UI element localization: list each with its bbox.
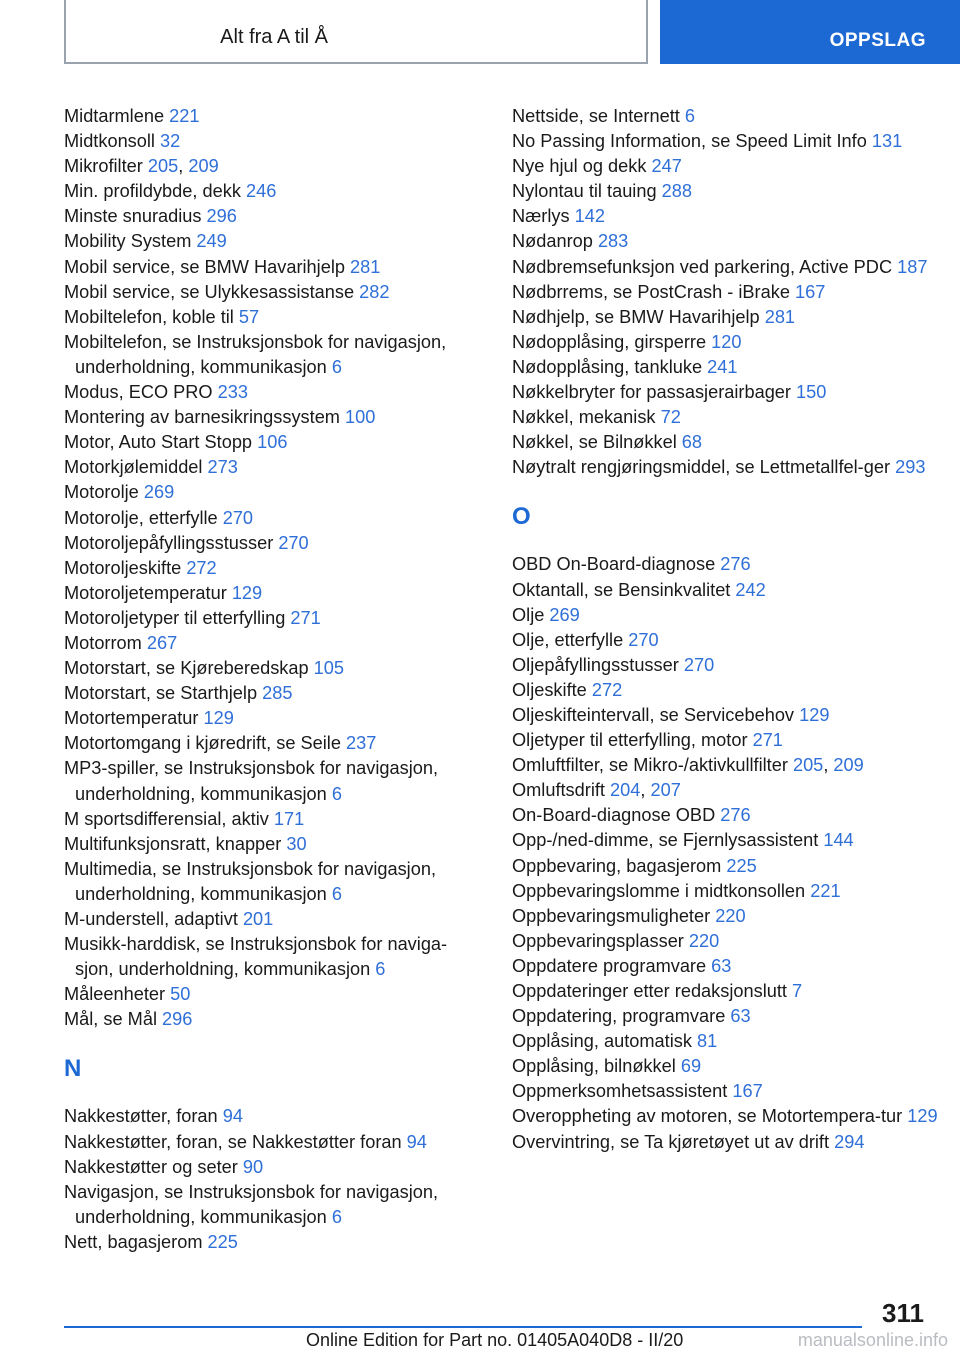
index-entry — [512, 280, 942, 305]
index-entry — [512, 330, 942, 355]
index-entry — [64, 1180, 484, 1230]
index-entry — [512, 455, 942, 480]
index-entry-text: Mobiltelefon, se Instruksjonsbok for navigasjon, underholdning, kommunikasjon — [64, 331, 447, 377]
index-entry-text: Oljetyper til etterfylling, motor — [512, 730, 753, 751]
page-link[interactable]: 204 — [610, 780, 641, 801]
page-link[interactable]: 225 — [726, 855, 757, 876]
page-link[interactable]: 272 — [186, 557, 217, 578]
index-entry — [64, 731, 484, 756]
page-link[interactable]: 94 — [406, 1131, 427, 1152]
index-entry-text: Motoroljetemperatur — [64, 582, 232, 603]
page-link[interactable]: 81 — [697, 1031, 718, 1052]
page-link[interactable]: 6 — [375, 959, 386, 980]
index-entry-text: Oppdateringer etter redaksjonslutt — [512, 981, 793, 1001]
page-link[interactable]: 201 — [242, 909, 274, 929]
page-link[interactable]: 237 — [346, 733, 377, 754]
page-link[interactable]: 273 — [207, 457, 238, 478]
index-entry-text: Minste snuradius — [64, 206, 207, 227]
header-frame — [64, 0, 648, 64]
page-link[interactable]: 271 — [290, 607, 321, 628]
page-link[interactable]: 30 — [286, 833, 307, 854]
index-entry — [64, 832, 484, 857]
index-entry — [512, 1054, 942, 1079]
index-entry-text: Oppbevaringslomme i midtkonsollen — [512, 880, 811, 901]
index-entry: Mikrofilter 205, 209 — [64, 156, 219, 177]
page-link[interactable]: 276 — [720, 805, 751, 826]
page-link[interactable]: 167 — [732, 1081, 763, 1102]
page-link[interactable]: 209 — [833, 755, 864, 776]
index-entry-text: Omluftfilter, se Mikro-/aktivkullfilter — [512, 755, 793, 776]
index-entry-text: Motortemperatur — [64, 708, 204, 729]
index-entry-text: Motoroljeskifte — [64, 557, 187, 578]
page-link[interactable]: 241 — [707, 356, 738, 377]
index-entry — [64, 255, 484, 280]
index-entry — [512, 954, 942, 979]
index-entry — [512, 179, 942, 204]
index-entry-text: M-understell, adaptivt — [64, 909, 243, 929]
index-entry — [512, 979, 942, 1004]
index-entry — [512, 828, 942, 853]
index-entry-text: MP3-spiller, se Instruksjonsbok for navigasjon, underholdning, kommunikasjon — [64, 758, 439, 804]
page-link[interactable]: 90 — [242, 1156, 264, 1177]
page-link[interactable]: 220 — [688, 930, 720, 951]
page-link[interactable]: 271 — [752, 730, 783, 751]
index-entry — [512, 728, 942, 753]
page-link[interactable]: 269 — [143, 482, 175, 503]
index-entry — [512, 653, 942, 678]
page-link[interactable]: 63 — [730, 1006, 751, 1027]
page-link[interactable]: 233 — [217, 382, 248, 403]
page-link[interactable]: 32 — [160, 131, 181, 152]
index-entry — [512, 628, 942, 653]
page-link[interactable]: 6 — [331, 783, 342, 804]
index-entry — [64, 556, 484, 581]
index-entry — [64, 405, 484, 430]
index-entry-text: Nakkestøtter, foran, se Nakkestøtter foran — [64, 1131, 407, 1152]
index-entry — [64, 1007, 484, 1032]
index-entry-text: OBD On-Board-diagnose — [512, 554, 721, 575]
index-entry — [64, 330, 484, 380]
page-link[interactable]: 6 — [331, 356, 342, 377]
index-entry — [512, 305, 942, 330]
index-entry — [64, 531, 484, 556]
index-entry-text: Nøkkel, mekanisk — [512, 407, 661, 428]
index-entry — [64, 656, 484, 681]
page-link[interactable]: 270 — [628, 629, 659, 650]
index-entry — [64, 681, 484, 706]
index-entry — [512, 104, 942, 129]
index-entry — [64, 305, 484, 330]
index-entry-text: Olje, etterfylle — [512, 629, 629, 650]
index-entry-text: Oppbevaringsmuligheter — [512, 905, 716, 926]
page-link[interactable]: 187 — [897, 256, 928, 277]
index-entry — [64, 932, 484, 982]
index-entry — [64, 1230, 484, 1255]
index-entry-text: M sportsdifferensial, aktiv — [64, 808, 274, 829]
page-link[interactable]: 282 — [359, 281, 390, 302]
index-entry-text: Oppmerksomhetsassistent — [512, 1081, 733, 1102]
index-entry-text: Oktantall, se Bensinkvalitet — [512, 579, 736, 600]
index-entry-text: Mobility System — [64, 231, 197, 252]
page-link[interactable]: 246 — [245, 181, 277, 202]
index-entry-text: Nakkestøtter, foran — [64, 1106, 223, 1127]
index-entry: Omluftfilter, se Mikro-/aktivkullfilter 205, 209 — [512, 755, 864, 776]
page-link[interactable]: 105 — [313, 658, 345, 679]
index-entry — [64, 280, 484, 305]
index-entry-text: Navigasjon, se Instruksjonsbok for navigasjon, underholdning, kommunikasjon — [64, 1181, 439, 1227]
index-entry-text: Multimedia, se Instruksjonsbok for navigasjon, underholdning, kommunikasjon — [64, 858, 437, 904]
index-entry-text: Opplåsing, automatisk — [512, 1031, 698, 1052]
index-entry-text: Mobil service, se Ulykkesassistanse — [64, 281, 360, 302]
index-entry-text: Olje — [512, 604, 550, 625]
index-entry — [64, 229, 484, 254]
page-link[interactable]: 281 — [350, 256, 381, 277]
edition-text: Online Edition for Part no. 01405A040D8 - II/20 — [306, 1330, 684, 1350]
index-entry — [64, 480, 484, 505]
page-link[interactable]: 293 — [895, 457, 926, 478]
index-entry — [512, 1029, 942, 1054]
index-entry-text: Nødbrrems, se PostCrash - iBrake — [512, 281, 795, 302]
index-entry-text: Nøkkelbryter for passasjerairbager — [512, 382, 797, 403]
index-entry-text: Opplåsing, bilnøkkel — [512, 1056, 681, 1077]
index-entry — [64, 706, 484, 731]
page-link[interactable]: 129 — [231, 582, 263, 603]
page-link[interactable]: 272 — [591, 679, 623, 700]
index-entry — [512, 578, 942, 603]
index-entry-text: Nødbremsefunksjon ved parkering, Active PDC — [512, 256, 898, 277]
index-column-left — [64, 104, 484, 1255]
page-link[interactable]: 69 — [680, 1056, 702, 1077]
page-link[interactable]: 225 — [207, 1231, 238, 1252]
index-entry-text: Motoroljepåfyllingsstusser — [64, 532, 279, 553]
index-letter-heading: O — [512, 503, 531, 531]
page-link[interactable]: 270 — [222, 507, 254, 528]
index-entry-text: Nøytralt rengjøringsmiddel, se Lettmetallfel-ger — [512, 457, 896, 478]
page-link[interactable]: 100 — [345, 407, 376, 428]
index-entry — [64, 631, 484, 656]
page-link[interactable]: 270 — [683, 654, 715, 675]
page-link[interactable]: 281 — [764, 306, 796, 327]
index-entry — [512, 552, 942, 577]
index-entry — [64, 455, 484, 480]
index-entry-text: Motor, Auto Start Stopp — [64, 432, 258, 453]
page-link[interactable]: 296 — [162, 1009, 193, 1030]
index-entry-text: Oppdatering, programvare — [512, 1006, 731, 1027]
page-link[interactable]: 267 — [146, 632, 178, 653]
page-link[interactable]: 247 — [651, 156, 682, 177]
footer-divider — [64, 1326, 862, 1328]
index-entry-text: Motorkjølemiddel — [64, 457, 208, 478]
index-entry — [512, 405, 942, 430]
index-entry-text: Nettside, se Internett — [512, 106, 685, 126]
section-title: Alt fra A til Å — [220, 26, 328, 48]
page-link[interactable]: 270 — [278, 532, 309, 553]
index-entry-text: On-Board-diagnose OBD — [512, 805, 721, 826]
index-entry — [64, 179, 484, 204]
page-link[interactable]: 150 — [796, 382, 827, 403]
index-entry — [512, 1104, 942, 1129]
index-entry-text: Motorrom — [64, 632, 147, 653]
index-entry-text: Mikrofilter — [64, 156, 148, 177]
index-letter-heading: N — [64, 1055, 82, 1083]
index-entry — [64, 506, 484, 531]
index-entry-text: No Passing Information, se Speed Limit Info — [512, 131, 872, 152]
index-entry — [64, 581, 484, 606]
index-entry — [64, 807, 484, 832]
page-link[interactable]: 106 — [257, 432, 288, 453]
index-entry-text: Motorolje, etterfylle — [64, 507, 223, 528]
page-link[interactable]: 285 — [262, 683, 293, 704]
index-entry — [512, 1079, 942, 1104]
index-entry-text: Midtkonsoll — [64, 131, 161, 152]
index-entry — [64, 104, 484, 129]
index-entry-text: Nøkkel, se Bilnøkkel — [512, 432, 682, 453]
index-entry — [512, 355, 942, 380]
index-entry — [64, 1104, 484, 1129]
page-link[interactable]: 249 — [196, 231, 227, 252]
index-entry — [512, 703, 942, 728]
index-entry — [64, 756, 484, 806]
page-link[interactable]: 6 — [331, 1206, 342, 1227]
index-entry-text: Oppdatere programvare — [512, 955, 712, 976]
page-link[interactable]: 296 — [206, 206, 237, 227]
index-entry-text: Mobiltelefon, koble til — [64, 306, 239, 327]
index-entry — [64, 606, 484, 631]
page-number: 311 — [882, 1298, 924, 1328]
page-link[interactable]: 283 — [597, 231, 629, 252]
page-link[interactable]: 50 — [170, 984, 191, 1005]
page-link[interactable]: 207 — [650, 780, 681, 801]
index-entry-text: Min. profildybde, dekk — [64, 181, 246, 202]
index-entry-text: Modus, ECO PRO — [64, 382, 218, 403]
index-entry — [512, 879, 942, 904]
index-entry — [64, 204, 484, 229]
index-entry — [64, 430, 484, 455]
page-link[interactable]: 142 — [574, 206, 606, 227]
index-entry-text: Omluftsdrift — [512, 780, 611, 801]
index-entry — [512, 803, 942, 828]
page-link[interactable]: 221 — [169, 106, 200, 126]
page-link[interactable]: 221 — [810, 880, 841, 901]
index-entry — [512, 229, 942, 254]
index-entry-text: Nakkestøtter og seter — [64, 1156, 243, 1177]
index-entry — [512, 929, 942, 954]
index-entry-text: Musikk-harddisk, se Instruksjonsbok for naviga-sjon, underholdning, kommunikasjon — [64, 934, 448, 980]
page-link[interactable]: 131 — [871, 131, 903, 152]
index-entry-text: Nødopplåsing, girsperre — [512, 331, 712, 352]
index-entry-text: Nett, bagasjerom — [64, 1231, 208, 1252]
watermark: manualsonline.info — [797, 1330, 948, 1350]
index-entry-text: Motortomgang i kjøredrift, se Seile — [64, 733, 347, 754]
index-entry-text: Nylontau til tauing — [512, 181, 662, 202]
index-entry — [512, 255, 942, 280]
index-entry-text: Oppbevaring, bagasjerom — [512, 855, 727, 876]
page-link[interactable]: 205 — [792, 755, 824, 776]
page-link[interactable]: 276 — [720, 554, 751, 575]
page-link[interactable]: 242 — [735, 579, 766, 600]
index-entry-text: Montering av barnesikringssystem — [64, 407, 346, 428]
index-entry-text: Midtarmlene — [64, 106, 170, 126]
index-entry-text: Multifunksjonsratt, knapper — [64, 833, 287, 854]
index-entry-text: Oljeskifte — [512, 679, 592, 700]
page-link[interactable]: 129 — [203, 708, 234, 729]
index-entry-text: Måleenheter — [64, 984, 171, 1005]
index-entry — [512, 854, 942, 879]
page-link[interactable]: 57 — [238, 306, 260, 327]
page-link[interactable]: 209 — [188, 156, 219, 177]
index-entry-text: Motorstart, se Starthjelp — [64, 683, 263, 704]
index-entry — [64, 1155, 484, 1180]
index-column-right — [512, 104, 942, 1155]
index-entry-text: Mobil service, se BMW Havarihjelp — [64, 256, 351, 277]
index-entry-text: Oljepåfyllingsstusser — [512, 654, 684, 675]
page-link[interactable]: 144 — [823, 830, 854, 851]
index-entry-text: Nødanrop — [512, 231, 598, 252]
page-link[interactable]: 94 — [222, 1106, 243, 1127]
index-entry-text: Overvintring, se Ta kjøretøyet ut av drift — [512, 1131, 835, 1152]
index-entry-text: Opp-/ned-dimme, se Fjernlysassistent — [512, 830, 824, 851]
page-link[interactable]: 294 — [834, 1131, 865, 1152]
index-entry-text: Nødhjelp, se BMW Havarihjelp — [512, 306, 765, 327]
index-entry — [512, 430, 942, 455]
index-entry — [64, 982, 484, 1007]
page-link[interactable]: 220 — [715, 905, 746, 926]
index-entry — [512, 678, 942, 703]
page-link[interactable]: 72 — [660, 407, 681, 428]
index-entry-text: Motorstart, se Kjøreberedskap — [64, 658, 314, 679]
page-link[interactable]: 68 — [681, 432, 703, 453]
index-entry — [512, 380, 942, 405]
index-entry — [64, 907, 484, 932]
index-entry-text: Oppbevaringsplasser — [512, 930, 689, 951]
page-link[interactable]: 171 — [273, 808, 305, 829]
index-entry-text: Nye hjul og dekk — [512, 156, 652, 177]
page-link[interactable]: 6 — [684, 106, 695, 126]
page-link[interactable]: 120 — [711, 331, 742, 352]
index-entry-text: Nærlys — [512, 206, 575, 227]
page-link[interactable]: 205 — [147, 156, 179, 177]
page-link[interactable]: 63 — [711, 955, 732, 976]
index-entry — [512, 603, 942, 628]
index-entry — [512, 1004, 942, 1029]
index-entry — [512, 904, 942, 929]
page-link[interactable]: 129 — [799, 704, 830, 725]
index-entry — [512, 1130, 942, 1155]
index-entry — [64, 380, 484, 405]
index-entry-text: Oljeskifteintervall, se Servicebehov — [512, 704, 800, 725]
index-entry — [512, 154, 942, 179]
index-entry-text: Mål, se Mål — [64, 1009, 163, 1030]
index-entry-text: Overoppheting av motoren, se Motortempera-tur — [512, 1106, 908, 1127]
index-entry — [64, 857, 484, 907]
index-entry — [64, 129, 484, 154]
page-link[interactable]: 7 — [792, 981, 803, 1001]
page-link[interactable]: 129 — [907, 1106, 938, 1127]
index-entry-text: Nødopplåsing, tankluke — [512, 356, 708, 377]
index-entry — [512, 129, 942, 154]
index-entry — [64, 1130, 484, 1155]
index-entry — [512, 204, 942, 229]
index-entry: Omluftsdrift 204, 207 — [512, 780, 681, 801]
index-entry-text: Motoroljetyper til etterfylling — [64, 607, 291, 628]
page-link[interactable]: 269 — [549, 604, 580, 625]
page-link[interactable]: 288 — [661, 181, 692, 202]
page-link[interactable]: 167 — [795, 281, 826, 302]
tab-oppslag[interactable]: OPPSLAG — [660, 0, 960, 64]
index-entry-text: Motorolje — [64, 482, 144, 503]
page-link[interactable]: 6 — [331, 883, 342, 904]
